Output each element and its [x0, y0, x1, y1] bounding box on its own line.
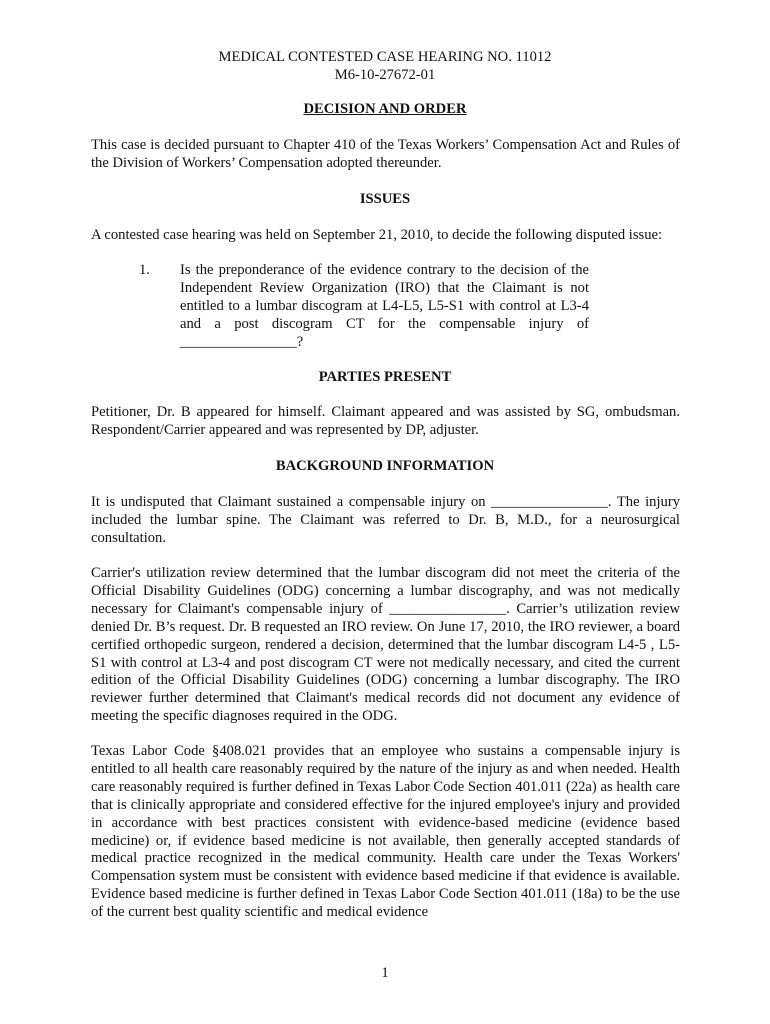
issue-number: 1. — [139, 262, 150, 278]
issues-intro: A contested case hearing was held on September 21, 2010, to decide the following disputed issue: — [91, 227, 663, 243]
issues-heading: ISSUES — [359, 191, 411, 207]
decision-title: DECISION AND ORDER — [303, 101, 467, 117]
docket-number-line: M6-10-27672-01 — [334, 66, 436, 83]
background-paragraph-2: Carrier's utilization review determined that the lumbar discogram did not meet the criteria of the Official Disability Guidelines (ODG) concerning a lumbar discography, and was not medically necessary for Claimant's compensable injury of ________________. Carrier’s utilization review denied Dr. B’s request. Dr. B requested an IRO review. On June 17, 2010, the IRO reviewer, a board certified orthopedic surgeon, rendered a decision, determined that the lumbar discogram L4-5 , L5-S1 with control at L3-4 and post discogram CT were not medically necessary, and cited the current edition of the Official Disability Guidelines (ODG) concerning a lumbar discography. The IRO reviewer further determined that Claimant's medical records did not document any evidence of meeting the specific diagnoses required in the ODG. — [91, 565, 680, 725]
page-number: 1 — [381, 965, 389, 981]
background-heading: BACKGROUND INFORMATION — [275, 458, 495, 474]
background-paragraph-3: Texas Labor Code §408.021 provides that an employee who sustains a compensable injury is entitled to all health care reasonably required by the nature of the injury as and when needed. Health care reasonably required is further defined in Texas Labor Code Section 401.011 (22a) as health care that is clinically appropriate and considered effective for the injured employee's injury and provided in accordance with best practices consistent with evidence-based medicine (evidence based medicine) or, if evidence based medicine is not available, then generally accepted standards of medical practice recognized in the medical community. Health care under the Texas Workers' Compensation system must be consistent with evidence based medicine if that evidence is available. Evidence based medicine is further defined in Texas Labor Code Section 401.011 (18a) to be the use of the current best quality scientific and medical evidence — [91, 743, 680, 921]
intro-paragraph: This case is decided pursuant to Chapter 410 of the Texas Workers’ Compensation Act and Rules of the Division of Workers’ Compensation adopted thereunder. — [91, 137, 680, 171]
issue-text: Is the preponderance of the evidence contrary to the decision of the Independent Review Organization (IRO) that the Claimant is not entitled to a lumbar discogram at L4-L5, L5-S1 with control at L3-4 and a post discogram CT for the compensable injury of ________________? — [180, 262, 589, 350]
case-number-line: MEDICAL CONTESTED CASE HEARING NO. 11012 — [218, 49, 552, 65]
parties-heading: PARTIES PRESENT — [318, 369, 452, 385]
background-paragraph-1: It is undisputed that Claimant sustained a compensable injury on ________________. The injury included the lumbar spine. The Claimant was referred to Dr. B, M.D., for a neurosurgical consultation. — [91, 494, 680, 546]
parties-paragraph: Petitioner, Dr. B appeared for himself. Claimant appeared and was assisted by SG, ombudsman. Respondent/Carrier appeared and was represented by DP, adjuster. — [91, 404, 680, 438]
case-header — [0, 49, 770, 85]
